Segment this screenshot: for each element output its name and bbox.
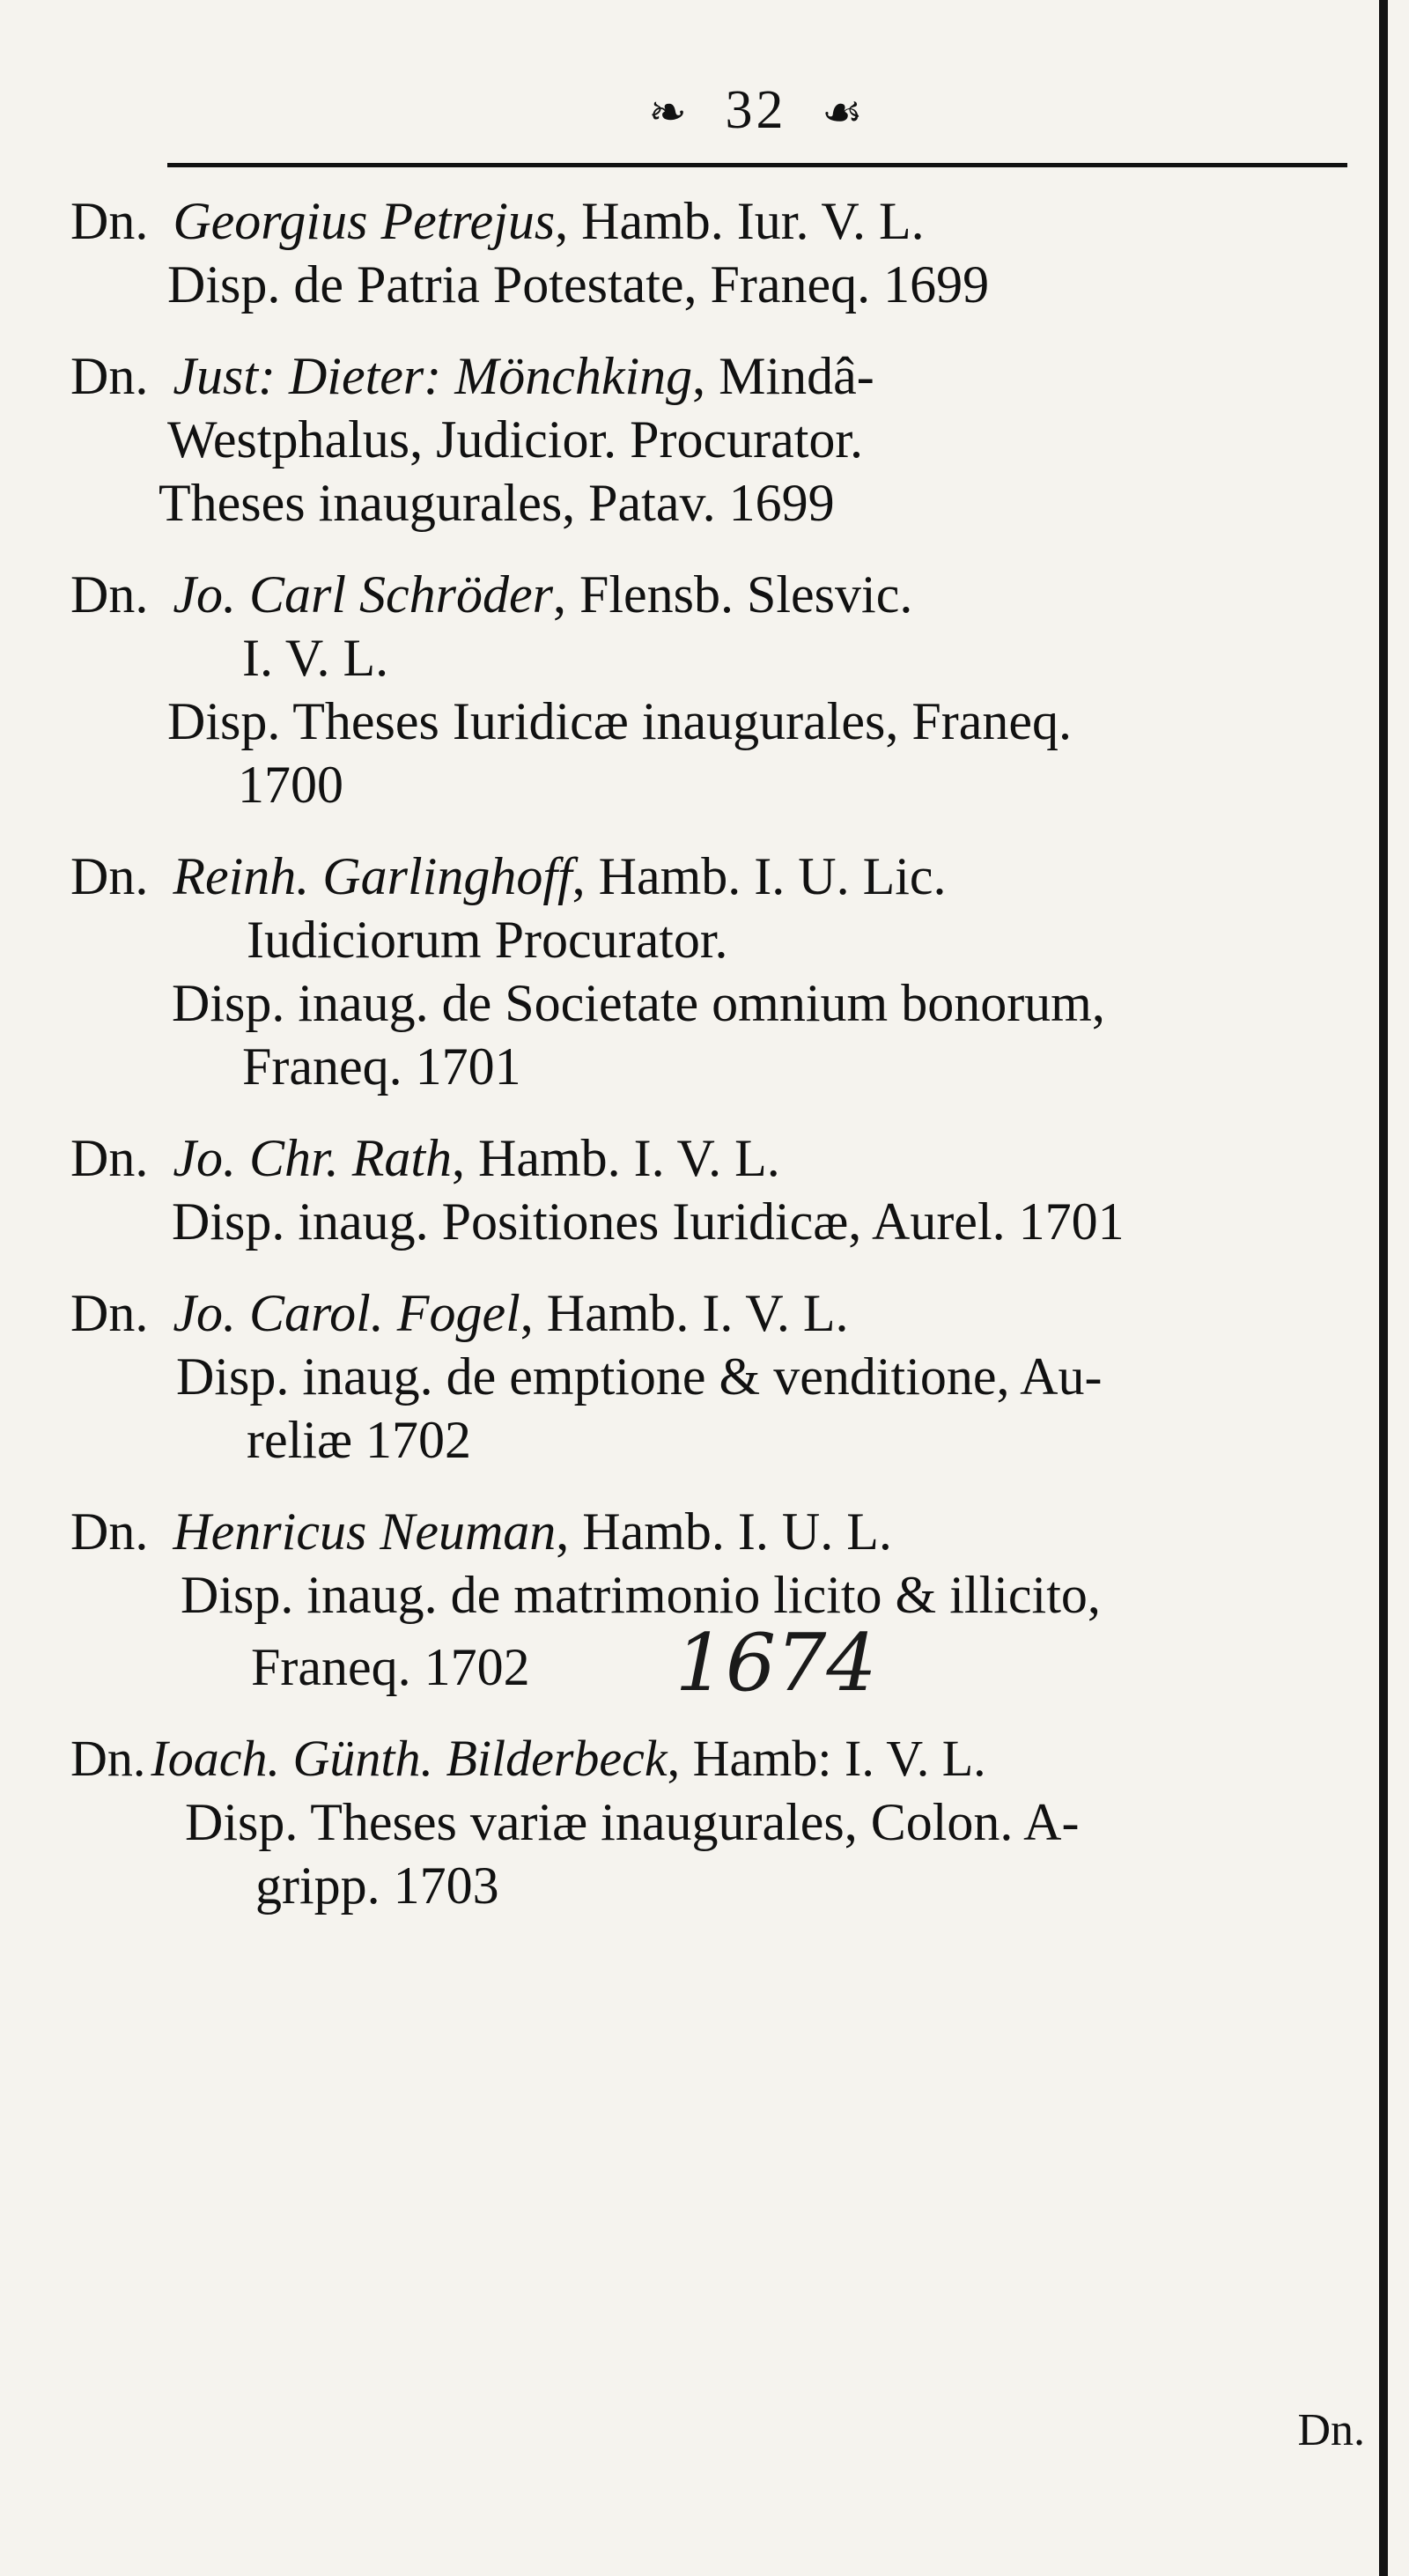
entry-honorific: Dn. bbox=[70, 347, 149, 405]
entry-origin: , Mindâ- bbox=[692, 347, 874, 405]
header-rule bbox=[167, 163, 1347, 167]
catchword: Dn. bbox=[1297, 2405, 1365, 2455]
entry-dissertation-cont: Franeq. 1702 bbox=[251, 1638, 530, 1696]
list-item bbox=[70, 1126, 1356, 1253]
entry-name: Jo. Carl Schröder bbox=[173, 565, 553, 624]
entry-dissertation: Disp. Theses variæ inaugurales, Colon. A- bbox=[185, 1793, 1080, 1851]
entry-origin: , Hamb. I. V. L. bbox=[452, 1129, 780, 1187]
entry-dissertation: Disp. inaug. de matrimonio licito & illicito, bbox=[181, 1566, 1101, 1624]
list-item bbox=[70, 1727, 1356, 1917]
entry-origin: , Hamb. Iur. V. L. bbox=[555, 192, 925, 250]
entry-name: Jo. Carol. Fogel bbox=[173, 1284, 520, 1342]
entry-honorific: Dn. bbox=[70, 1284, 149, 1342]
entry-list bbox=[70, 189, 1356, 1945]
entry-honorific: Dn. bbox=[70, 192, 149, 250]
handwritten-annotation: 1674 bbox=[675, 1617, 877, 1709]
entry-dissertation: Disp. inaug. de Societate omnium bonorum, bbox=[172, 974, 1105, 1032]
entry-origin: , Hamb. I. U. Lic. bbox=[572, 847, 947, 905]
page-spine-edge bbox=[1379, 0, 1388, 2576]
entry-dissertation: Disp. inaug. de emptione & venditione, Au- bbox=[176, 1347, 1103, 1406]
entry-continuation: I. V. L. bbox=[242, 629, 389, 687]
entry-name: Georgius Petrejus bbox=[173, 192, 556, 250]
entry-name: Ioach. Günth. Bilderbeck bbox=[151, 1730, 668, 1787]
page-number: 32 bbox=[725, 80, 787, 140]
entry-dissertation: Disp. Theses Iuridicæ inaugurales, Franeq. bbox=[167, 692, 1073, 750]
entry-honorific: Dn. bbox=[70, 1502, 149, 1561]
entry-origin: , Flensb. Slesvic. bbox=[552, 565, 913, 624]
entry-origin: , Hamb. I. V. L. bbox=[520, 1284, 849, 1342]
entry-dissertation-cont: Franeq. 1701 bbox=[242, 1037, 521, 1096]
entry-dissertation: Disp. de Patria Potestate, Franeq. 1699 bbox=[167, 255, 990, 314]
entry-dissertation-cont: 1700 bbox=[238, 756, 343, 814]
entry-name: Henricus Neuman bbox=[173, 1502, 557, 1561]
list-item bbox=[70, 344, 1356, 535]
entry-continuation: Westphalus, Judicior. Procurator. bbox=[167, 410, 864, 469]
list-item bbox=[70, 1281, 1356, 1472]
entry-honorific: Dn. bbox=[70, 565, 149, 624]
entry-origin: , Hamb. I. U. L. bbox=[556, 1502, 892, 1561]
entry-name: Jo. Chr. Rath bbox=[173, 1129, 453, 1187]
ornament-right-icon: ☙ bbox=[821, 88, 867, 138]
entry-honorific: Dn. bbox=[70, 847, 149, 905]
entry-continuation: Iudiciorum Procurator. bbox=[247, 911, 728, 969]
entry-name: Just: Dieter: Mönchking bbox=[173, 347, 693, 405]
entry-dissertation: Theses inaugurales, Patav. 1699 bbox=[159, 474, 835, 532]
page-header bbox=[167, 62, 1347, 167]
list-item bbox=[70, 563, 1356, 816]
entry-dissertation: Disp. inaug. Positiones Iuridicæ, Aurel. 1701 bbox=[172, 1192, 1125, 1251]
entry-name: Reinh. Garlinghoff bbox=[173, 847, 572, 905]
entry-origin: , Hamb: I. V. L. bbox=[667, 1730, 986, 1787]
entry-honorific: Dn. bbox=[70, 1730, 146, 1787]
list-item bbox=[70, 1500, 1356, 1709]
ornament-left-icon: ❧ bbox=[648, 88, 690, 138]
list-item bbox=[70, 845, 1356, 1098]
entry-honorific: Dn. bbox=[70, 1129, 149, 1187]
entry-dissertation-cont: gripp. 1703 bbox=[255, 1856, 499, 1915]
entry-dissertation-cont: reliæ 1702 bbox=[247, 1411, 471, 1469]
list-item bbox=[70, 189, 1356, 316]
